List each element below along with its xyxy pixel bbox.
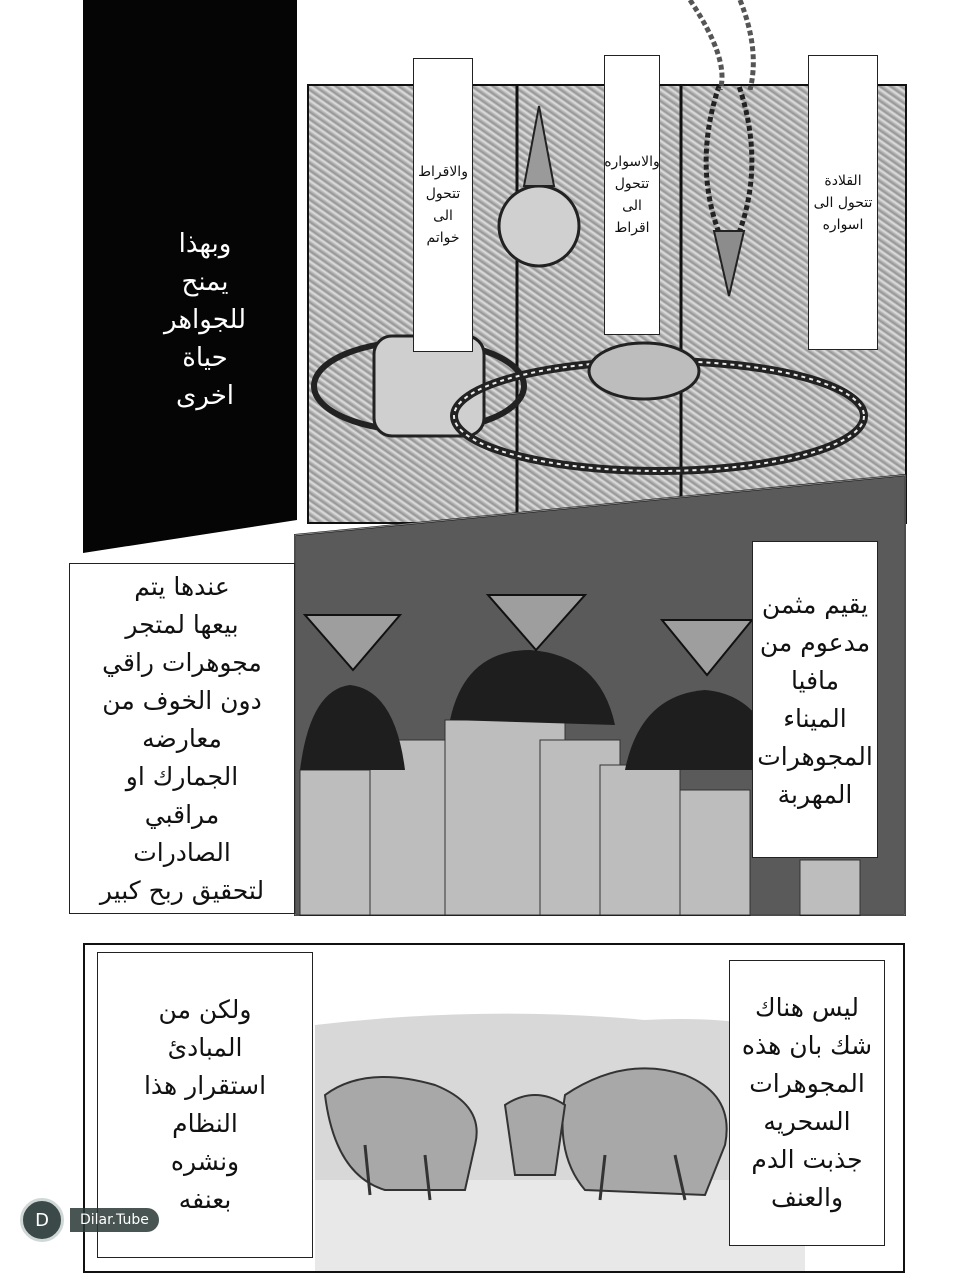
black-panel-text (140, 225, 270, 415)
black-text-line: حياة (182, 343, 228, 373)
caption-line: دون الخوف من (102, 685, 262, 715)
caption-line: بعنفه (178, 1185, 232, 1214)
caption-line: ونشره (170, 1147, 240, 1176)
black-text-line: وبهذا (178, 229, 232, 259)
caption-line: عندها يتم (134, 571, 230, 601)
watermark-logo-icon: D (20, 1198, 64, 1242)
caption-line: مراقبي (144, 799, 220, 829)
caption-line: جذبت الدم (751, 1145, 863, 1174)
caption-line: تتحول الى (813, 194, 873, 211)
caption-bracelets (604, 55, 660, 335)
caption-sold-to-store (69, 563, 295, 914)
black-text-line: للجواهر (163, 305, 247, 335)
caption-line: النظام (172, 1109, 238, 1138)
caption-line: والاقراط (418, 164, 468, 180)
caption-line: اسواره (822, 216, 864, 233)
caption-line: الصادرات (133, 837, 231, 867)
caption-line: يقيم مثمن (761, 589, 869, 619)
caption-line: القلادة (824, 172, 862, 189)
caption-line: بيعها لمتجر (125, 609, 239, 639)
caption-line: المجوهرات (749, 1069, 865, 1098)
caption-line: خواتم (426, 230, 460, 246)
caption-line: السحريه (763, 1107, 851, 1136)
caption-line: مدعوم من (759, 627, 871, 657)
caption-line: معارضه (142, 723, 222, 753)
caption-necklace (808, 55, 878, 350)
watermark (20, 1198, 159, 1242)
caption-line: ولكن من (158, 995, 252, 1024)
caption-line: والعنف (770, 1183, 844, 1212)
caption-line: الجمارك او (125, 761, 239, 791)
caption-line: لتحقيق ربح كبير (99, 875, 265, 905)
caption-line: المهربة (777, 779, 853, 809)
caption-line: ليس هناك (755, 993, 859, 1022)
caption-line: تتحول الى (614, 176, 650, 214)
necklace-chain (660, 0, 920, 90)
caption-line: اقراط (614, 220, 650, 236)
caption-line: استقرار هذا (143, 1071, 267, 1100)
caption-line: شك بان هذه (741, 1031, 873, 1060)
black-text-line: اخرى (176, 381, 234, 411)
caption-line: الميناء (783, 703, 847, 733)
caption-earrings (413, 58, 473, 352)
caption-line: والاسواره (604, 154, 660, 170)
caption-line: مافيا (790, 665, 840, 695)
watermark-text: Dilar.Tube (70, 1208, 159, 1232)
caption-appraiser (752, 541, 878, 858)
caption-line: المبادئ (167, 1033, 243, 1062)
black-text-line: يمنح (181, 267, 229, 297)
caption-line: تتحول الى (425, 186, 461, 224)
caption-line: مجوهرات راقي (102, 647, 262, 677)
caption-line: المجوهرات (757, 741, 873, 771)
caption-blood-violence (729, 960, 885, 1246)
